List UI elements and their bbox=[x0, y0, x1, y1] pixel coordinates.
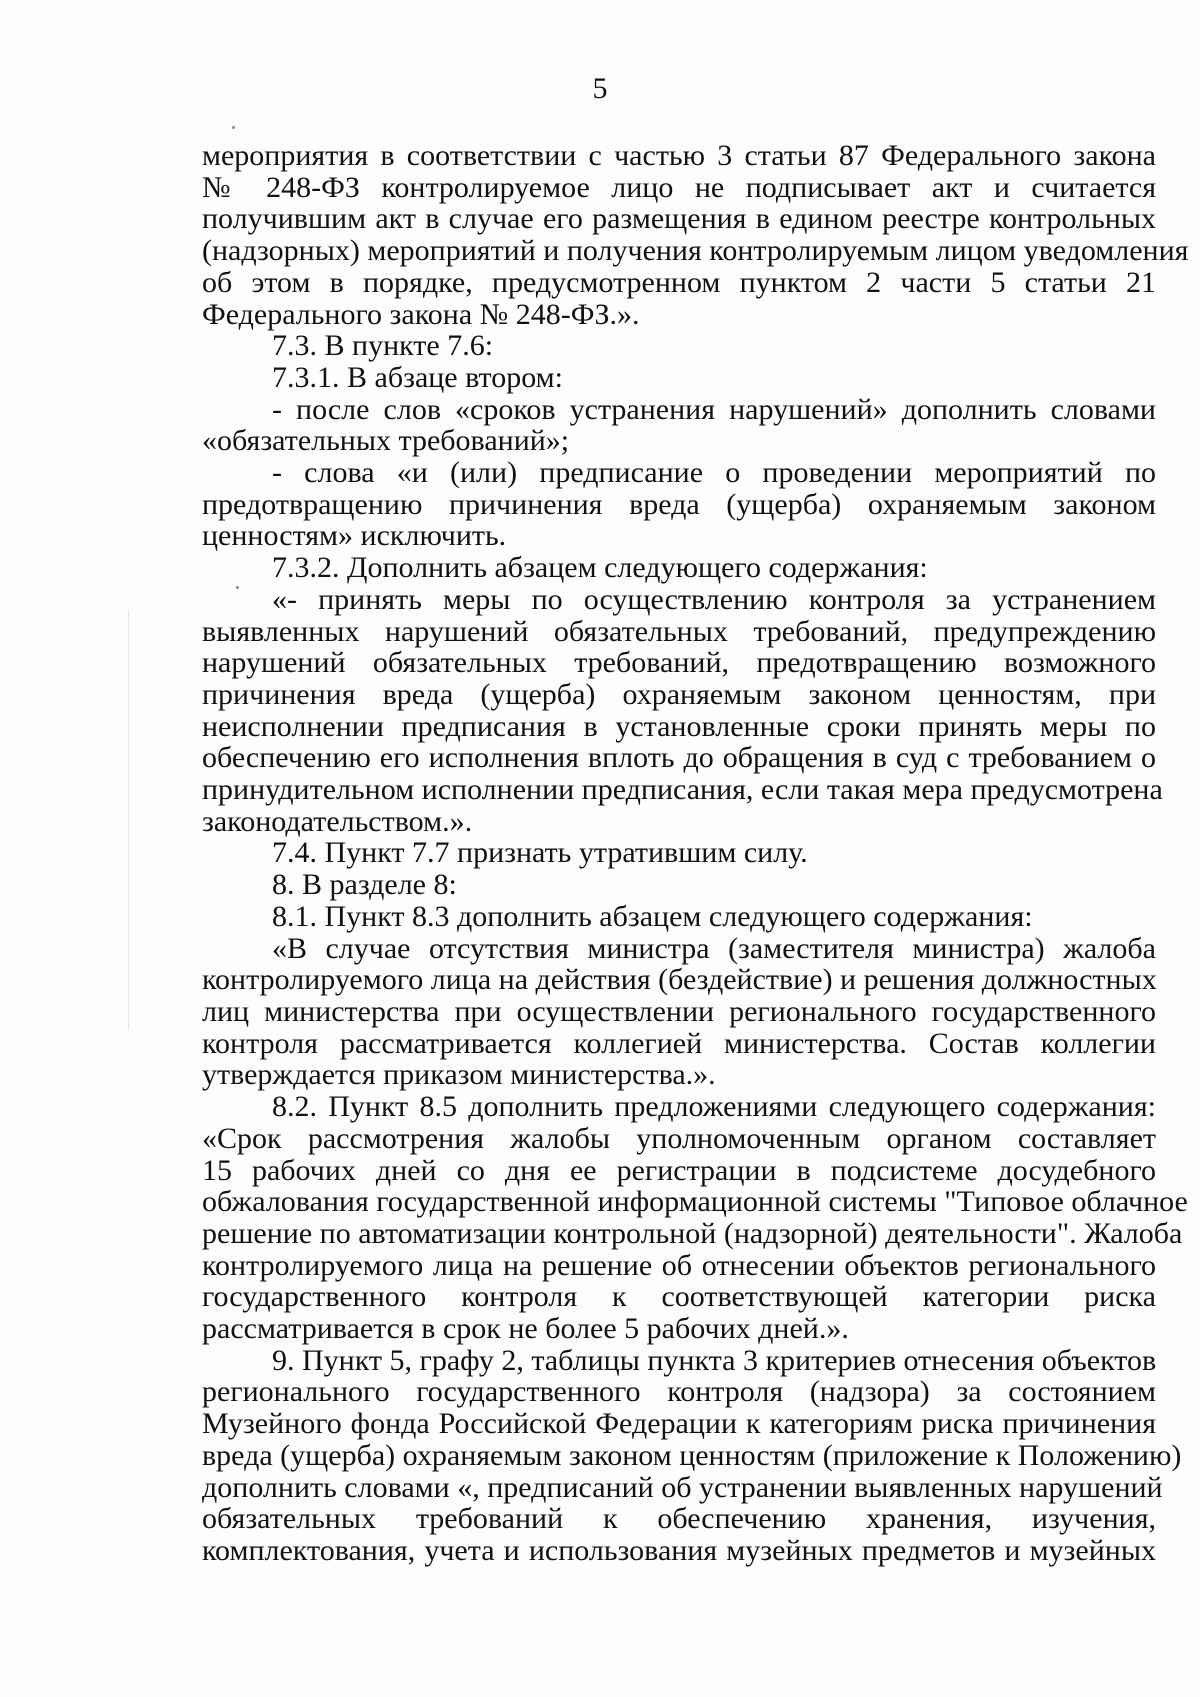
paragraph-line: обжалования государственной информационной системы "Типовое облачное bbox=[202, 1185, 1188, 1219]
paragraph bbox=[202, 582, 1163, 838]
paragraph-line: получившим акт в случае его размещения в едином реестре контрольных bbox=[202, 202, 1156, 236]
document-body bbox=[202, 139, 1189, 1567]
paragraph bbox=[202, 457, 1156, 552]
paragraph-line: предотвращению причинения вреда (ущерба) охраняемым законом bbox=[202, 487, 1156, 521]
paragraph-line: Федерального закона № 248-ФЗ.». bbox=[202, 297, 640, 331]
paragraph bbox=[202, 552, 1156, 584]
paragraph bbox=[202, 330, 1156, 362]
paragraph-line: 7.4. Пункт 7.7 признать утратившим силу. bbox=[272, 836, 808, 870]
paragraph-line: комплектования, учета и использования музейных предметов и музейных bbox=[202, 1533, 1156, 1567]
paragraph-line: Музейного фонда Российской Федерации к категориям риска причинения bbox=[202, 1407, 1156, 1441]
paragraph-line: утверждается приказом министерства.». bbox=[202, 1058, 716, 1092]
paragraph-line: 7.3.1. В абзаце втором: bbox=[272, 360, 564, 394]
paragraph bbox=[202, 1343, 1182, 1567]
paragraph bbox=[202, 869, 1156, 901]
paragraph-line: выявленных нарушений обязательных требований, предупреждению bbox=[202, 614, 1156, 648]
paragraph-line: контролируемого лица на действия (бездействие) и решения должностных bbox=[202, 963, 1157, 997]
scan-speck bbox=[232, 126, 235, 129]
paragraph-line: неисполнении предписания в установленные сроки принять меры по bbox=[202, 709, 1156, 743]
paragraph-line: контролируемого лица на решение об отнесении объектов регионального bbox=[202, 1248, 1156, 1282]
paragraph bbox=[202, 837, 1156, 869]
paragraph-line: мероприятия в соответствии с частью 3 статьи 87 Федерального закона bbox=[202, 139, 1156, 172]
paragraph-line: (надзорных) мероприятий и получения контролируемым лицом уведомления bbox=[202, 234, 1189, 268]
paragraph-line: рассматривается в срок не более 5 рабочих дней.». bbox=[202, 1312, 849, 1346]
paragraph bbox=[202, 362, 1156, 394]
paragraph-line: вреда (ущерба) охраняемым законом ценностям (приложение к Положению) bbox=[202, 1438, 1182, 1472]
paragraph bbox=[202, 1090, 1188, 1346]
paragraph-line: решение по автоматизации контрольной (надзорной) деятельности". Жалоба bbox=[202, 1216, 1183, 1250]
paragraph-line: - после слов «сроков устранения нарушений» дополнить словами bbox=[272, 392, 1156, 426]
paragraph-line: 8.1. Пункт 8.3 дополнить абзацем следующего содержания: bbox=[272, 899, 1033, 933]
paragraph-line: контроля рассматривается коллегией министерства. Состав коллегии bbox=[202, 1026, 1156, 1060]
paragraph-line: № 248-ФЗ контролируемое лицо не подписывает акт и считается bbox=[202, 170, 1156, 204]
paragraph bbox=[202, 901, 1156, 933]
paragraph-line: - слова «и (или) предписание о проведении мероприятий по bbox=[272, 456, 1156, 490]
paragraph bbox=[202, 139, 1189, 331]
paragraph-line: законодательством.». bbox=[202, 804, 473, 838]
paragraph-line: принудительном исполнении предписания, если такая мера предусмотрена bbox=[202, 773, 1163, 807]
paragraph-line: 8. В разделе 8: bbox=[272, 868, 457, 902]
paragraph bbox=[202, 394, 1156, 457]
paragraph-line: «В случае отсутствия министра (заместителя министра) жалоба bbox=[272, 931, 1156, 965]
paragraph-line: 9. Пункт 5, графу 2, таблицы пункта 3 критериев отнесения объектов bbox=[272, 1343, 1157, 1377]
paragraph bbox=[202, 933, 1156, 1092]
paragraph-line: государственного контроля к соответствующей категории риска bbox=[202, 1280, 1156, 1314]
scan-margin-artifact bbox=[128, 610, 129, 1030]
paragraph-line: дополнить словами «, предписаний об устранении выявленных нарушений bbox=[202, 1470, 1163, 1504]
paragraph-line: об этом в порядке, предусмотренном пунктом 2 части 5 статьи 21 bbox=[202, 265, 1156, 299]
paragraph-line: 8.2. Пункт 8.5 дополнить предложениями следующего содержания: bbox=[272, 1090, 1156, 1124]
paragraph-line: «- принять меры по осуществлению контроля за устранением bbox=[272, 582, 1156, 616]
paragraph-line: обязательных требований к обеспечению хранения, изучения, bbox=[202, 1502, 1156, 1536]
paragraph-line: 7.3.2. Дополнить абзацем следующего содержания: bbox=[272, 551, 928, 585]
paragraph-line: нарушений обязательных требований, предотвращению возможного bbox=[202, 646, 1156, 680]
paragraph-line: «обязательных требований»; bbox=[202, 424, 570, 458]
paragraph-line: ценностям» исключить. bbox=[202, 519, 507, 553]
paragraph-line: 15 рабочих дней со дня ее регистрации в подсистеме досудебного bbox=[202, 1153, 1156, 1187]
paragraph-line: регионального государственного контроля (надзора) за состоянием bbox=[202, 1375, 1156, 1409]
page-number: 5 bbox=[592, 72, 608, 105]
paragraph-line: «Срок рассмотрения жалобы уполномоченным органом составляет bbox=[202, 1121, 1156, 1155]
paragraph-line: обеспечению его исполнения вплоть до обращения в суд с требованием о bbox=[202, 741, 1156, 775]
paragraph-line: 7.3. В пункте 7.6: bbox=[272, 329, 494, 363]
paragraph-line: причинения вреда (ущерба) охраняемым законом ценностям, при bbox=[202, 677, 1156, 711]
paragraph-line: лиц министерства при осуществлении регионального государственного bbox=[202, 994, 1156, 1028]
